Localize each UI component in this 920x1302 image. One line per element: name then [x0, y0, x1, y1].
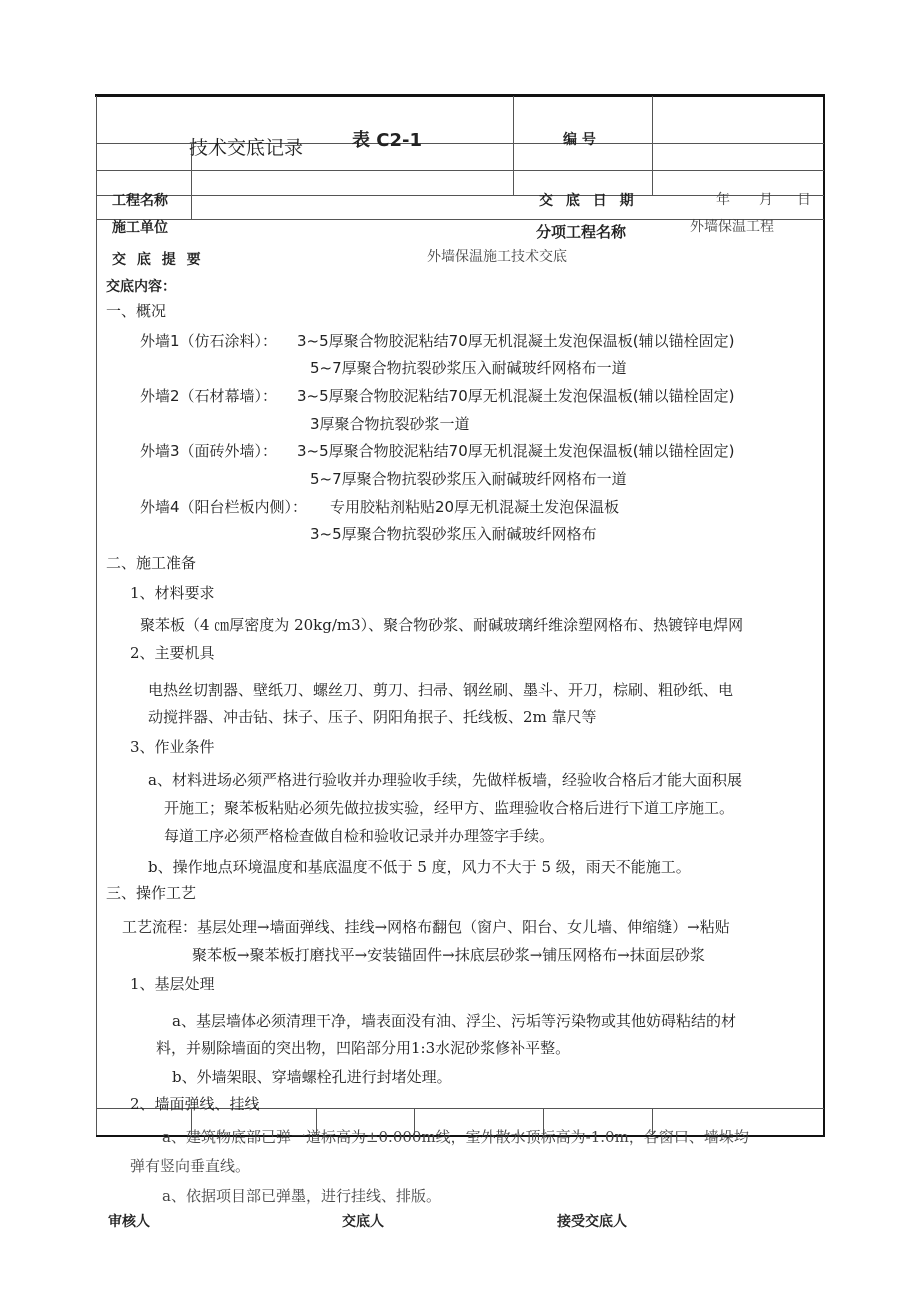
table-top-border — [95, 94, 825, 97]
subproject-label: 分项工程名称 — [536, 223, 627, 241]
receiver-label: 接受交底人 — [557, 1214, 627, 1230]
wall-2-line2: 3厚聚合物抗裂砂浆一道 — [310, 415, 470, 433]
flow-line2: 聚苯板→聚苯板打磨找平→安装锚固件→抹底层砂浆→铺压网格布→抹面层砂浆 — [192, 946, 705, 964]
contractor-value[interactable] — [200, 217, 500, 235]
conditions-a-line3: 每道工序必须严格检查做自检和验收记录并办理签字手续。 — [164, 827, 555, 845]
wall-2-label: 外墙2（石材幕墙）： — [140, 387, 278, 405]
tools-line2: 动搅拌器、冲击钻、抹子、压子、阴阳角抿子、托线板、2m 靠尺等 — [148, 708, 597, 726]
header-line-2 — [96, 170, 824, 171]
section-3-title: 三、操作工艺 — [106, 884, 197, 902]
number-label: 编 号 — [563, 132, 596, 148]
snapline-title: 2、墙面弹线、挂线 — [130, 1095, 260, 1113]
base-treatment-title: 1、基层处理 — [130, 975, 215, 993]
project-name-label: 工程名称 — [112, 193, 168, 209]
base-treatment-a-line2: 料，并剔除墙面的突出物，凹陷部分用1:3水泥砂浆修补平整。 — [156, 1039, 571, 1057]
snapline-a-line2: 弹有竖向垂直线。 — [130, 1157, 251, 1175]
reviewer-label: 审核人 — [108, 1214, 150, 1230]
conditions-b: b、操作地点环境温度和基底温度不低于 5 度，风力不大于 5 级，雨天不能施工。 — [148, 858, 691, 876]
table-right-border — [823, 96, 825, 1136]
conditions-a-line1: a、材料进场必须严格进行验收并办理验收手续，先做样板墙，经验收合格后才能大面积展 — [148, 771, 742, 789]
flow-line1: 工艺流程：基层处理→墙面弹线、挂线→网格布翻包（窗户、阳台、女儿墙、伸缩缝）→粘贴 — [122, 918, 730, 936]
wall-1-label: 外墙1（仿石涂料）： — [140, 332, 278, 350]
section-1-title: 一、概况 — [106, 302, 167, 320]
wall-1-line1: 3~5厚聚合物胶泥粘结70厚无机混凝土发泡保温板(辅以锚栓固定) — [297, 332, 735, 350]
section-2-title: 二、施工准备 — [106, 554, 197, 572]
form-title: 技术交底记录 — [189, 137, 304, 159]
date-label: 交 底 日 期 — [539, 193, 638, 209]
snapline-a-line1: a、建筑物底部已弹一道标高为±0.000m线，室外散水顶标高为-1.0m，各窗口、墙垛均 — [162, 1128, 749, 1146]
summary-label: 交 底 提 要 — [112, 252, 204, 268]
conditions-a-line2: 开施工；聚苯板粘贴必须先做拉拔实验，经甲方、监理验收合格后进行下道工序施工。 — [164, 799, 735, 817]
wall-3-line2: 5~7厚聚合物抗裂砂浆压入耐碱玻纤网格布一道 — [310, 470, 627, 488]
wall-1-line2: 5~7厚聚合物抗裂砂浆压入耐碱玻纤网格布一道 — [310, 359, 627, 377]
tools-line1: 电热丝切割器、壁纸刀、螺丝刀、剪刀、扫帚、钢丝刷、墨斗、开刀，棕刷、粗砂纸、电 — [148, 681, 734, 699]
wall-3-label: 外墙3（面砖外墙）： — [140, 442, 278, 460]
snapline-a2: a、依据项目部已弹墨，进行挂线、排版。 — [162, 1187, 441, 1205]
project-name-value[interactable] — [200, 190, 500, 208]
date-day[interactable]: 日 — [797, 192, 811, 208]
base-treatment-b: b、外墙架眼、穿墙螺栓孔进行封堵处理。 — [172, 1068, 452, 1086]
materials-title: 1、材料要求 — [130, 584, 215, 602]
materials-text: 聚苯板（4 ㎝厚密度为 20kg/m3）、聚合物砂浆、耐碱玻璃纤维涂塑网格布、热镀锌电焊网 — [140, 616, 744, 634]
date-year[interactable]: 年 — [716, 192, 730, 208]
date-month[interactable]: 月 — [759, 192, 773, 208]
conditions-title: 3、作业条件 — [130, 738, 215, 756]
wall-4-label: 外墙4（阳台栏板内侧）： — [140, 498, 308, 516]
content-label: 交底内容： — [106, 279, 176, 295]
wall-3-line1: 3~5厚聚合物胶泥粘结70厚无机混凝土发泡保温板(辅以锚栓固定) — [297, 442, 735, 460]
header-col-2 — [513, 96, 514, 195]
table-left-border — [96, 96, 97, 1136]
header-col-3 — [652, 96, 653, 195]
number-value[interactable] — [660, 129, 820, 147]
contractor-label: 施工单位 — [112, 220, 168, 236]
form-code: 表 C2-1 — [352, 130, 422, 151]
wall-4-line2: 3~5厚聚合物抗裂砂浆压入耐碱玻纤网格布 — [310, 525, 597, 543]
summary-value: 外墙保温施工技术交底 — [427, 249, 567, 265]
wall-4-line1: 专用胶粘剂粘贴20厚无机混凝土发泡保温板 — [330, 498, 620, 516]
base-treatment-a-line1: a、基层墙体必须清理干净，墙表面没有油、浮尘、污垢等污染物或其他妨碍粘结的材 — [172, 1012, 736, 1030]
wall-2-line1: 3~5厚聚合物胶泥粘结70厚无机混凝土发泡保温板(辅以锚栓固定) — [297, 387, 735, 405]
subproject-value: 外墙保温工程 — [690, 219, 774, 235]
tools-title: 2、主要机具 — [130, 644, 215, 662]
discloser-label: 交底人 — [342, 1214, 384, 1230]
